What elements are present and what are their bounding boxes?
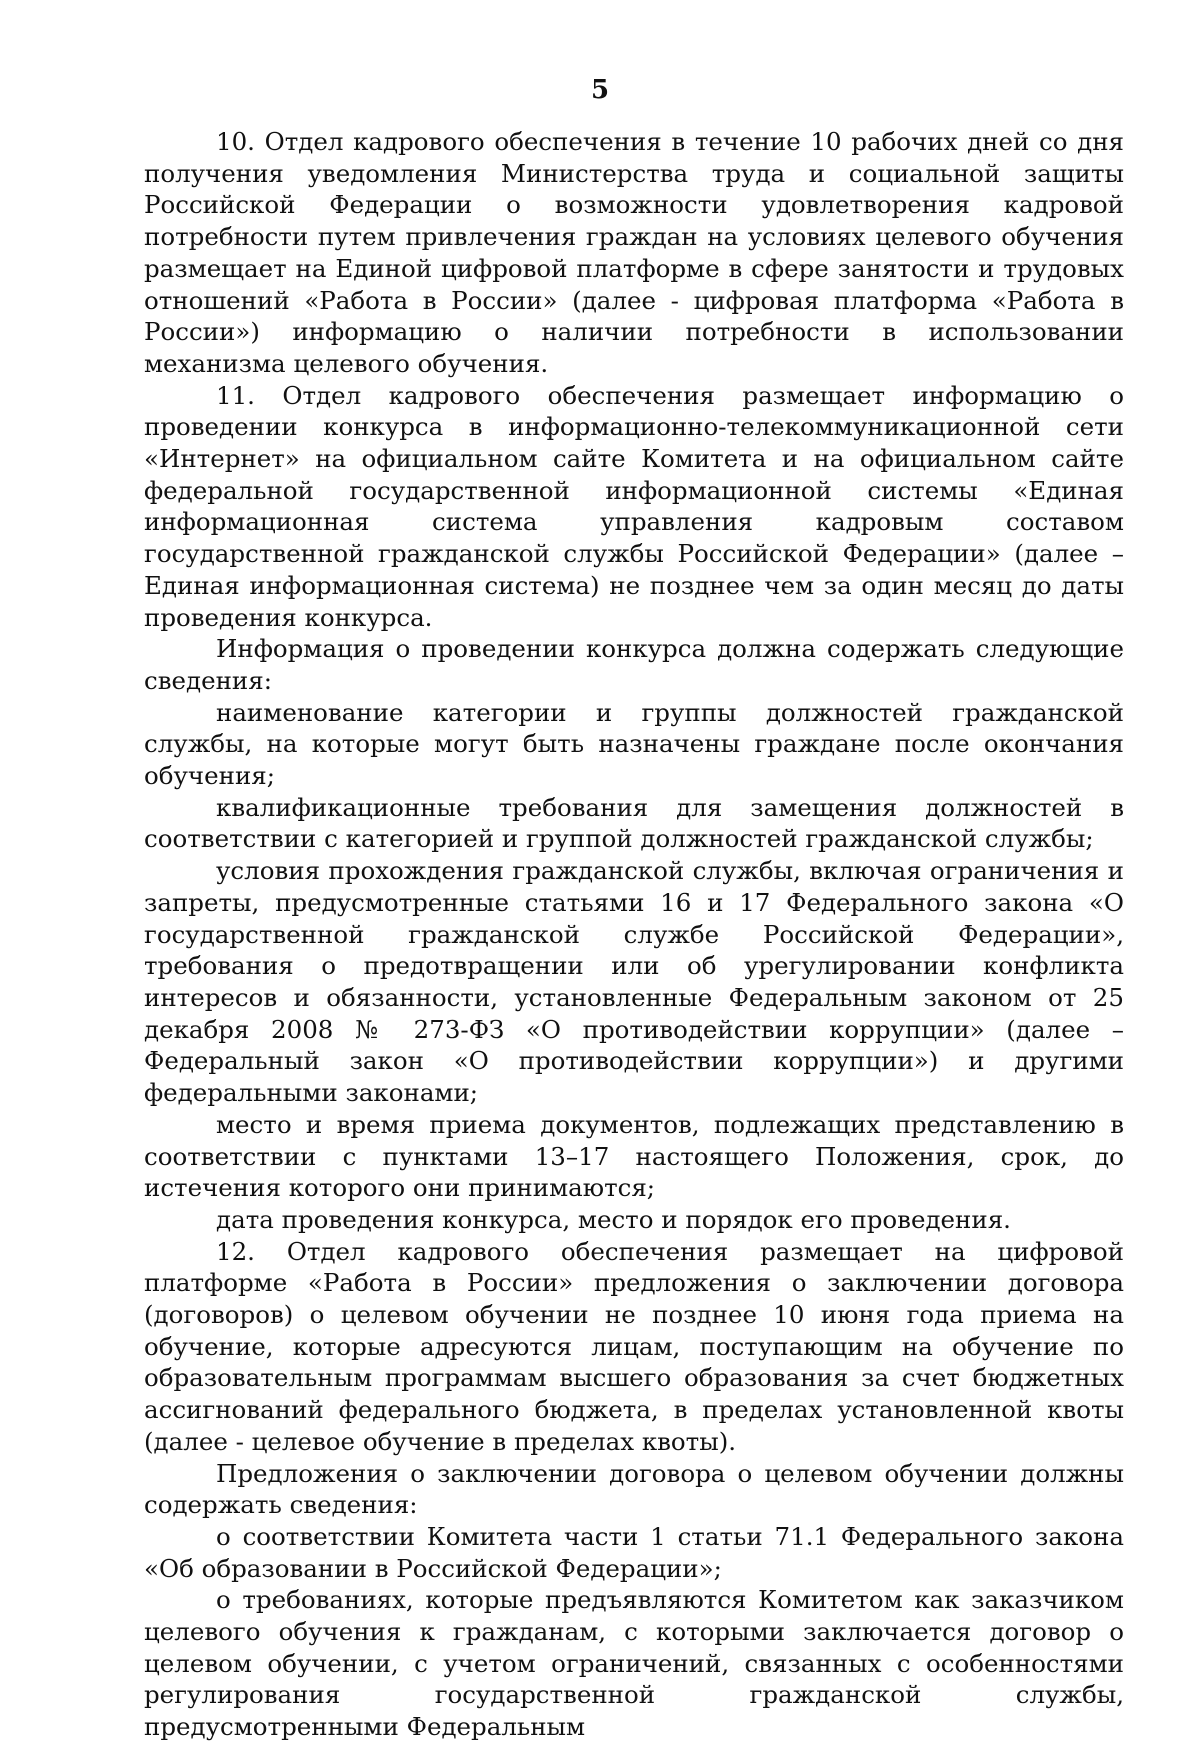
paragraph-12: 12. Отдел кадрового обеспечения размещает на цифровой платформе «Работа в России» предложения о заключении договора (договоров) о целевом обучении не позднее 10 июня года приема на обучение, которые адресуются лицам, поступающим на обучение по образовательным программам высшего образования за счет бюджетных ассигнований федерального бюджета, в пределах установленной квоты (далее - целевое обучение в пределах квоты).	[144, 1236, 1124, 1456]
list-item-documents-place-time: место и время приема документов, подлежащих представлению в соответствии с пунктами 13–17 настоящего Положения, срок, до истечения которого они принимаются;	[144, 1109, 1124, 1203]
paragraph-proposals-intro: Предложения о заключении договора о целевом обучении должны содержать сведения:	[144, 1458, 1124, 1520]
document-body	[144, 126, 1124, 1743]
list-item-qualification: квалификационные требования для замещения должностей в соответствии с категорией и группой должностей гражданской службы;	[144, 792, 1124, 854]
list-item-compliance: о соответствии Комитета части 1 статьи 71.1 Федерального закона «Об образовании в Российской Федерации»;	[144, 1521, 1124, 1583]
list-item-position-category: наименование категории и группы должностей гражданской службы, на которые могут быть назначены граждане после окончания обучения;	[144, 697, 1124, 791]
paragraph-10: 10. Отдел кадрового обеспечения в течение 10 рабочих дней со дня получения уведомления Министерства труда и социальной защиты Российской Федерации о возможности удовлетворения кадровой потребности путем привлечения граждан на условиях целевого обучения размещает на Единой цифровой платформе в сфере занятости и трудовых отношений «Работа в России» (далее - цифровая платформа «Работа в России») информацию о наличии потребности в использовании механизма целевого обучения.	[144, 127, 1124, 378]
list-item-contest-date: дата проведения конкурса, место и порядок его проведения.	[216, 1204, 1011, 1234]
paragraph-info-intro: Информация о проведении конкурса должна содержать следующие сведения:	[144, 634, 1124, 695]
page-number: 5	[590, 75, 610, 105]
paragraph-11: 11. Отдел кадрового обеспечения размещает информацию о проведении конкурса в информационно-телекоммуникационной сети «Интернет» на официальном сайте Комитета и на официальном сайте федеральной государственной информационной системы «Единая информационная система управления кадровым составом государственной гражданской службы Российской Федерации» (далее – Единая информационная система) не позднее чем за один месяц до даты проведения конкурса.	[144, 380, 1124, 632]
list-item-requirements: о требованиях, которые предъявляются Комитетом как заказчиком целевого обучения к гражданам, с которыми заключается договор о целевом обучении, с учетом ограничений, связанных с особенностями регулирования государственной гражданской службы, предусмотренными Федеральным	[144, 1585, 1124, 1742]
list-item-service-conditions: условия прохождения гражданской службы, включая ограничения и запреты, предусмотренные статьями 16 и 17 Федерального закона «О государственной гражданской службе Российской Федерации», требования о предотвращении или об урегулировании конфликта интересов и обязанности, установленные Федеральным законом от 25 декабря 2008 № 273-ФЗ «О противодействии коррупции» (далее – Федеральный закон «О противодействии коррупции») и другими федеральными законами;	[144, 856, 1124, 1108]
